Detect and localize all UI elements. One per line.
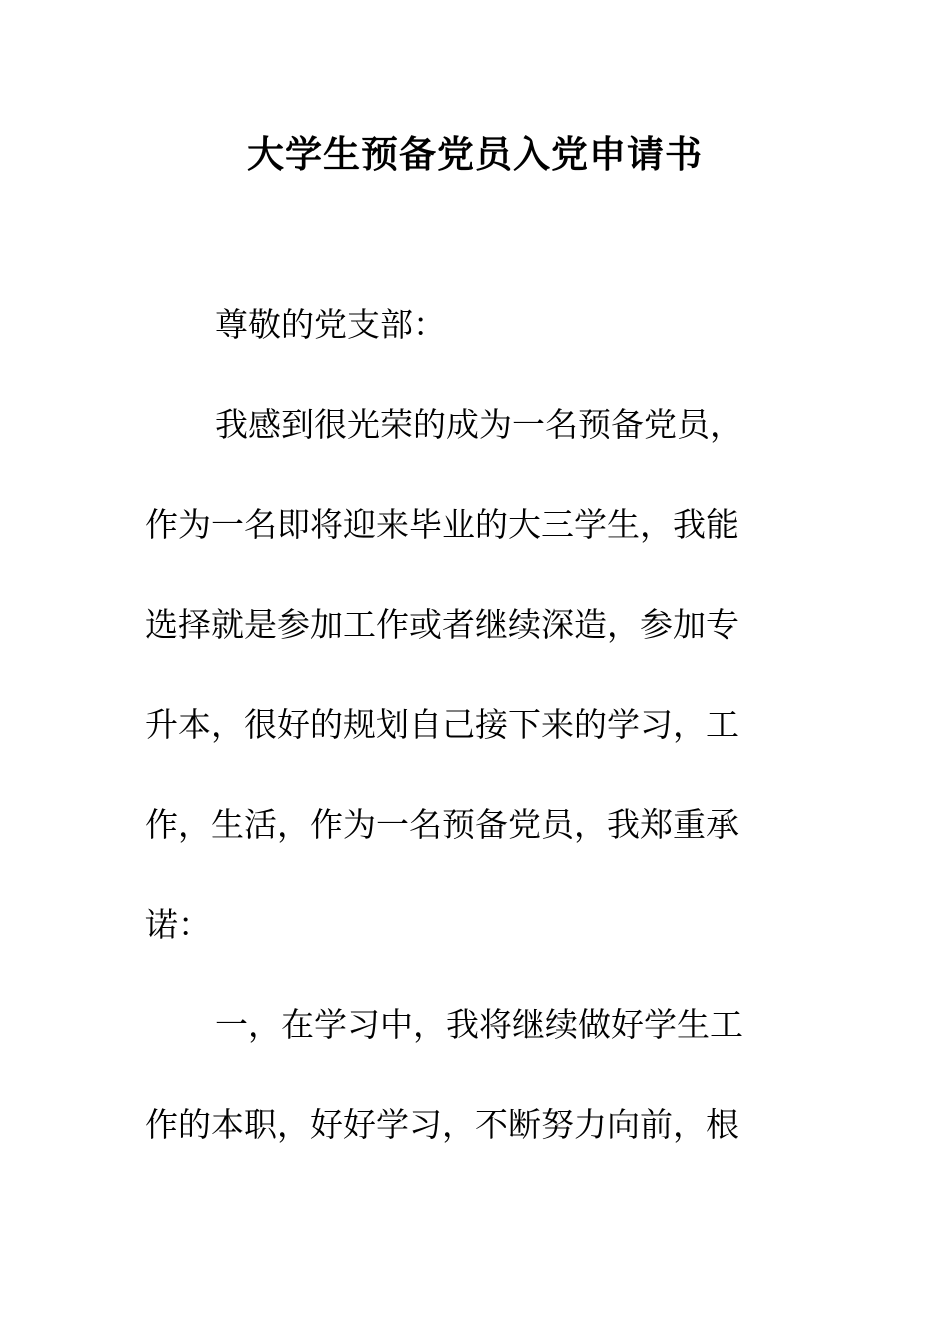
paragraph-line-1: 我感到很光荣的成为一名预备党员，: [215, 405, 743, 444]
document-title: 大学生预备党员入党申请书: [247, 132, 703, 176]
paragraph-line-7: 一，在学习中，我将继续做好学生工: [215, 1005, 743, 1044]
paragraph-line-8: 作的本职，好好学习，不断努力向前，根: [145, 1105, 739, 1144]
paragraph-line-3: 选择就是参加工作或者继续深造，参加专: [145, 605, 739, 644]
paragraph-line-6: 诺：: [145, 905, 211, 944]
paragraph-line-2: 作为一名即将迎来毕业的大三学生，我能: [145, 505, 739, 544]
paragraph-line-4: 升本，很好的规划自己接下来的学习，工: [145, 705, 739, 744]
paragraph-line-5: 作，生活，作为一名预备党员，我郑重承: [145, 805, 739, 844]
salutation: 尊敬的党支部：: [215, 305, 446, 344]
